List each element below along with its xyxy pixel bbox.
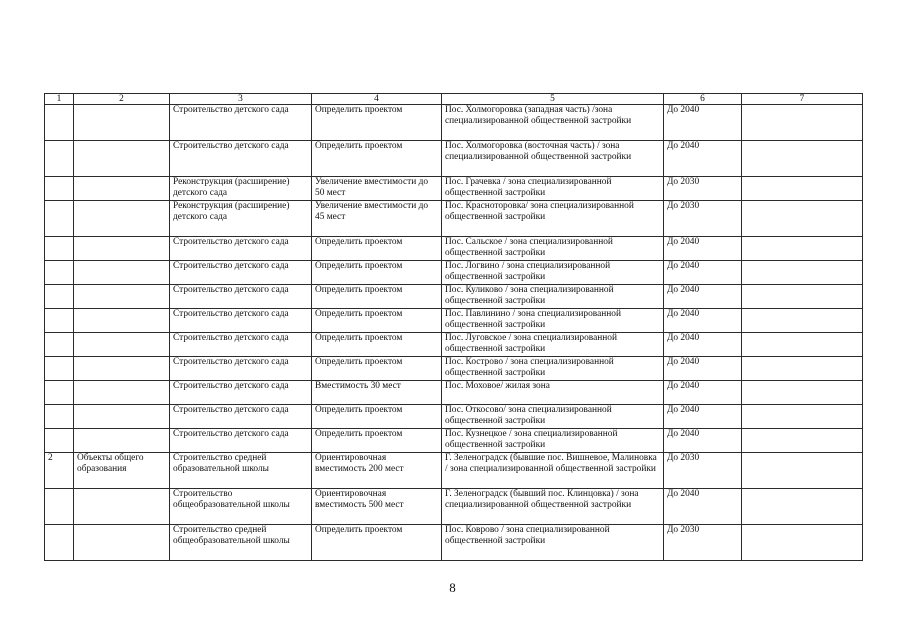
cell-location: Пос. Луговское / зона специализированной общественной застройки <box>442 333 664 357</box>
table-row <box>45 201 863 237</box>
cell-location: Г. Зеленоградск (бывший пос. Клинцовка) / зона специализированной общественной застройки <box>442 489 664 525</box>
cell-location: Пос. Холмогоровка (восточная часть) / зона специализированной общественной застройки <box>442 141 664 177</box>
cell-measure: Строительство детского сада <box>170 285 312 309</box>
cell-deadline: До 2040 <box>664 333 742 357</box>
cell-deadline: До 2040 <box>664 237 742 261</box>
column-header-6: 6 <box>664 94 742 105</box>
cell-measure: Строительство детского сада <box>170 429 312 453</box>
table-row <box>45 453 863 489</box>
cell-location: Г. Зеленоградск (бывшие пос. Вишневое, Малиновка / зона специализированной общественной застройки <box>442 453 664 489</box>
cell-measure: Строительство средней образовательной школы <box>170 453 312 489</box>
table-row <box>45 381 863 405</box>
cell-capacity: Ориентировочная вместимость 500 мест <box>312 489 442 525</box>
cell-location: Пос. Кострово / зона специализированной общественной застройки <box>442 357 664 381</box>
cell-note <box>742 489 863 525</box>
cell-capacity: Увеличение вместимости до 50 мест <box>312 177 442 201</box>
cell-object-type <box>74 201 170 237</box>
table-row <box>45 177 863 201</box>
cell-note <box>742 357 863 381</box>
table-row <box>45 429 863 453</box>
cell-measure: Строительство общеобразовательной школы <box>170 489 312 525</box>
cell-object-type <box>74 285 170 309</box>
page-number: 8 <box>449 580 456 595</box>
cell-object-type <box>74 525 170 561</box>
cell-location: Пос. Холмогоровка (западная часть) /зона специализированной общественной застройки <box>442 105 664 141</box>
cell-capacity: Вместимость 30 мест <box>312 381 442 405</box>
cell-object-type <box>74 177 170 201</box>
cell-note <box>742 525 863 561</box>
column-header-4: 4 <box>312 94 442 105</box>
cell-object-type <box>74 381 170 405</box>
cell-measure: Реконструкция (расширение) детского сада <box>170 177 312 201</box>
table-row <box>45 333 863 357</box>
cell-capacity: Определить проектом <box>312 285 442 309</box>
cell-object-type <box>74 141 170 177</box>
cell-location: Пос. Кузнецкое / зона специализированной общественной застройки <box>442 429 664 453</box>
cell-row-number <box>45 177 74 201</box>
cell-row-number <box>45 489 74 525</box>
cell-deadline: До 2040 <box>664 357 742 381</box>
cell-location: Пос. Коврово / зона специализированной общественной застройки <box>442 525 664 561</box>
cell-location: Пос. Красноторовка/ зона специализированной общественной застройки <box>442 201 664 237</box>
cell-capacity: Увеличение вместимости до 45 мест <box>312 201 442 237</box>
cell-row-number <box>45 405 74 429</box>
table-row <box>45 285 863 309</box>
cell-note <box>742 177 863 201</box>
cell-note <box>742 237 863 261</box>
cell-deadline: До 2040 <box>664 309 742 333</box>
cell-measure: Строительство детского сада <box>170 237 312 261</box>
cell-object-type <box>74 237 170 261</box>
table-row <box>45 357 863 381</box>
cell-object-type <box>74 489 170 525</box>
cell-location: Пос. Павлинино / зона специализированной общественной застройки <box>442 309 664 333</box>
table-row <box>45 237 863 261</box>
cell-measure: Строительство детского сада <box>170 381 312 405</box>
table-row <box>45 309 863 333</box>
cell-measure: Строительство детского сада <box>170 357 312 381</box>
cell-capacity: Определить проектом <box>312 261 442 285</box>
cell-object-type <box>74 309 170 333</box>
cell-note <box>742 105 863 141</box>
cell-measure: Строительство детского сада <box>170 309 312 333</box>
cell-capacity: Определить проектом <box>312 525 442 561</box>
planning-table <box>44 93 863 561</box>
cell-capacity: Определить проектом <box>312 429 442 453</box>
cell-deadline: До 2040 <box>664 405 742 429</box>
cell-location: Пос. Откосово/ зона специализированной общественной застройки <box>442 405 664 429</box>
cell-capacity: Определить проектом <box>312 405 442 429</box>
cell-measure: Строительство детского сада <box>170 141 312 177</box>
cell-row-number <box>45 105 74 141</box>
cell-deadline: До 2040 <box>664 261 742 285</box>
cell-note <box>742 453 863 489</box>
table-row <box>45 261 863 285</box>
cell-capacity: Определить проектом <box>312 237 442 261</box>
cell-location: Пос. Грачевка / зона специализированной общественной застройки <box>442 177 664 201</box>
cell-note <box>742 429 863 453</box>
table-header-row <box>45 94 863 105</box>
cell-deadline: До 2030 <box>664 525 742 561</box>
cell-measure: Строительство средней общеобразовательной школы <box>170 525 312 561</box>
cell-location: Пос. Куликово / зона специализированной общественной застройки <box>442 285 664 309</box>
column-header-1: 1 <box>45 94 74 105</box>
cell-row-number <box>45 381 74 405</box>
cell-object-type <box>74 357 170 381</box>
cell-note <box>742 405 863 429</box>
cell-location: Пос. Логвино / зона специализированной общественной застройки <box>442 261 664 285</box>
table-row <box>45 489 863 525</box>
cell-deadline: До 2040 <box>664 285 742 309</box>
cell-capacity: Определить проектом <box>312 141 442 177</box>
column-header-3: 3 <box>170 94 312 105</box>
table-row <box>45 141 863 177</box>
cell-measure: Строительство детского сада <box>170 405 312 429</box>
cell-row-number <box>45 333 74 357</box>
cell-row-number <box>45 261 74 285</box>
cell-note <box>742 333 863 357</box>
table-body <box>45 105 863 561</box>
cell-capacity: Определить проектом <box>312 105 442 141</box>
cell-capacity: Определить проектом <box>312 309 442 333</box>
cell-object-type <box>74 105 170 141</box>
cell-deadline: До 2040 <box>664 141 742 177</box>
cell-note <box>742 381 863 405</box>
cell-row-number <box>45 285 74 309</box>
cell-object-type <box>74 261 170 285</box>
cell-note <box>742 309 863 333</box>
cell-object-type <box>74 429 170 453</box>
table-row <box>45 105 863 141</box>
cell-object-type <box>74 333 170 357</box>
cell-deadline: До 2040 <box>664 489 742 525</box>
cell-row-number <box>45 237 74 261</box>
cell-capacity: Ориентировочная вместимость 200 мест <box>312 453 442 489</box>
cell-measure: Строительство детского сада <box>170 105 312 141</box>
cell-row-number <box>45 525 74 561</box>
cell-capacity: Определить проектом <box>312 333 442 357</box>
cell-measure: Реконструкция (расширение) детского сада <box>170 201 312 237</box>
column-header-7: 7 <box>742 94 863 105</box>
cell-row-number <box>45 429 74 453</box>
cell-note <box>742 141 863 177</box>
cell-row-number: 2 <box>45 453 74 489</box>
cell-deadline: До 2040 <box>664 381 742 405</box>
cell-deadline: До 2030 <box>664 453 742 489</box>
cell-row-number <box>45 141 74 177</box>
cell-row-number <box>45 201 74 237</box>
table-row <box>45 525 863 561</box>
cell-capacity: Определить проектом <box>312 357 442 381</box>
cell-deadline: До 2030 <box>664 177 742 201</box>
cell-deadline: До 2040 <box>664 429 742 453</box>
cell-measure: Строительство детского сада <box>170 261 312 285</box>
column-header-2: 2 <box>74 94 170 105</box>
cell-deadline: До 2040 <box>664 105 742 141</box>
cell-measure: Строительство детского сада <box>170 333 312 357</box>
cell-note <box>742 261 863 285</box>
cell-note <box>742 285 863 309</box>
cell-deadline: До 2030 <box>664 201 742 237</box>
cell-note <box>742 201 863 237</box>
cell-row-number <box>45 309 74 333</box>
cell-location: Пос. Сальское / зона специализированной общественной застройки <box>442 237 664 261</box>
table-row <box>45 405 863 429</box>
column-header-5: 5 <box>442 94 664 105</box>
cell-object-type <box>74 405 170 429</box>
cell-location: Пос. Моховое/ жилая зона <box>442 381 664 405</box>
cell-object-type: Объекты общего образования <box>74 453 170 489</box>
cell-row-number <box>45 357 74 381</box>
